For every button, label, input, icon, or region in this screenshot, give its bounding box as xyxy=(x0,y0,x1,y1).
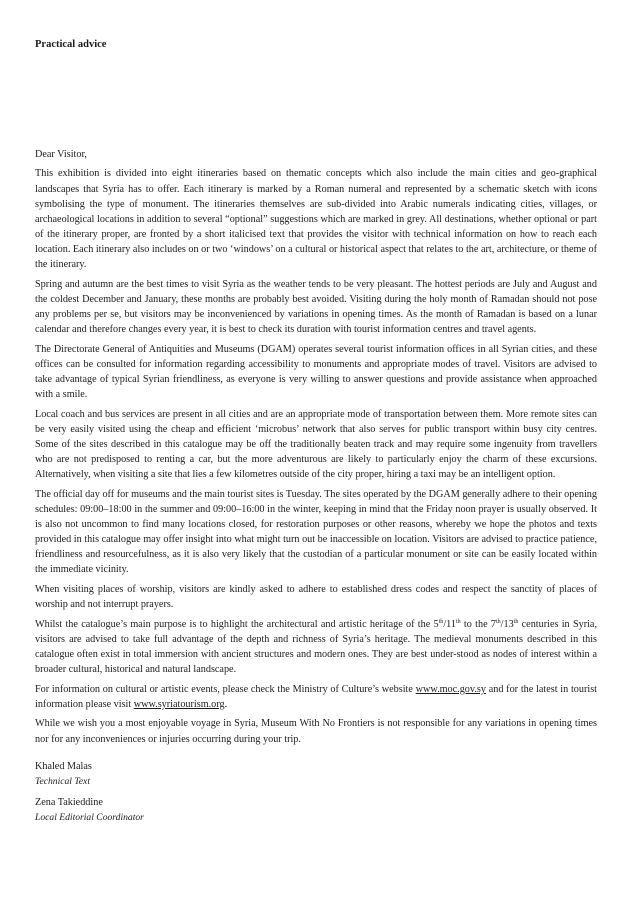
signature-role: Technical Text xyxy=(35,775,90,787)
ministry-website-link[interactable]: www.moc.gov.sy xyxy=(415,683,486,695)
paragraph-disclaimer: While we wish you a most enjoyable voyage in Syria, Museum With No Frontiers is not responsible for any variations in opening times nor for any inconveniences or injuries occurring during your trip. xyxy=(35,718,597,745)
paragraph-opening-hours: The official day off for museums and the main tourist sites is Tuesday. The sites operated by the DGAM generally adhere to their opening schedules: 09:00–18:00 in the summer and 09:00–16:00 in the winter, keeping in mind that the Friday noon prayer is usually observed. It is also not uncommon to find many locations closed, for restoration purposes or other reasons, whereby we hope the photos and texts provided in this catalogue may offer insight into what might turn out be inaccessible on location. Visitors are advised to practice patience, friendliness and resourcefulness, as it is also very likely that the custodian of a particular monument or site can be easily located within the immediate vicinity. xyxy=(35,488,597,576)
information-text-3: . xyxy=(224,698,228,710)
paragraph-seasons: Spring and autumn are the best times to visit Syria as the weather tends to be very pleasant. The hottest periods are July and August and the coldest December and January, these months are probably best avoided. Visiting during the holy month of Ramadan should not pose any problems per se, but visitors may be inconvenienced by variations in opening times. As the month of Ramadan is based on a lunar calendar and therefore changes every year, it is best to check its duration with tourist information centres and travel agents. xyxy=(35,278,597,336)
paragraph-itineraries: This exhibition is divided into eight itineraries based on thematic concepts which also include the main cities and geo-graphical landscapes that Syria has to offer. Each itinerary is marked by a Roman numeral and represented by a schematic sketch with icons symbolising the type of monument. The itineraries themselves are sub-divided into Arabic numerals indicating cities, villages, or archaeological locations in addition to several “optional” suggestions which are marked in grey. All destinations, whether optional or part of the itinerary proper, are fronted by a short italicised text that provides the visitor with technical information on how to reach each location. Each itinerary also includes on or two ‘windows’ on a cultural or historical aspect that relates to the art, architecture, or theme of the itinerary. xyxy=(35,168,597,271)
signature-role: Local Editorial Coordinator xyxy=(35,811,144,823)
signature-name: Khaled Malas xyxy=(35,760,92,772)
paragraph-information xyxy=(35,682,597,712)
letter-body xyxy=(35,147,597,825)
signature-block xyxy=(35,759,597,789)
heritage-text-2: /11 xyxy=(443,618,456,630)
paragraph-worship: When visiting places of worship, visitors are kindly asked to adhere to established dress codes and respect the sanctity of places of worship and not interrupt prayers. xyxy=(35,583,597,610)
ordinal-suffix: th xyxy=(513,618,519,625)
heritage-text-5: centuries in Syria, visitors are advised to take full advantage of the depth and richness of Syria’s heritage. The medieval monuments described in this catalogue often exist in total immersion with ancient structures and modern ones. They are best under-stood as nodes of interest within a broader cultural, historical and natural landscape. xyxy=(35,618,597,675)
heritage-text-1: Whilst the catalogue’s main purpose is to highlight the architectural and artistic heritage of the 5 xyxy=(35,618,439,630)
paragraph-dgam: The Directorate General of Antiquities and Museums (DGAM) operates several tourist information offices in all Syrian cities, and these offices can be consulted for information regarding accessibility to monuments and appropriate modes of travel. Visitors are advised to take advantage of typical Syrian friendliness, as everyone is very willing to answer questions and provide assistance when approached with a smile. xyxy=(35,343,597,400)
page-heading: Practical advice xyxy=(35,39,107,50)
signature-block xyxy=(35,795,597,825)
ordinal-suffix: th xyxy=(438,618,444,625)
paragraph-transport: Local coach and bus services are present in all cities and are an appropriate mode of transportation between them. More remote sites can be very easily visited using the cheap and efficient ‘microbus’ network that also serves for public transport within busy city centres. Some of the sites described in this catalogue may be off the traditionally beaten track and may require some ingenuity from travellers who are not predisposed to renting a car, but the more adventurous are likely to particularly enjoy the charm of these excursions. Alternatively, when visiting a site that lies a few kilometres outside of the city proper, hiring a taxi may be an intelligent option. xyxy=(35,408,597,481)
ordinal-suffix: th xyxy=(455,618,461,625)
information-text-1: For information on cultural or artistic events, please check the Ministry of Culture’s website xyxy=(35,683,416,695)
paragraph-heritage xyxy=(35,617,597,677)
heritage-text-3: to the 7 xyxy=(460,618,496,630)
heritage-text-4: /13 xyxy=(500,618,514,630)
information-text-2: and for the latest in tourist information please visit xyxy=(35,683,597,710)
ordinal-suffix: th xyxy=(495,618,501,625)
signature-name: Zena Takieddine xyxy=(35,796,103,808)
tourism-website-link[interactable]: www.syriatourism.org xyxy=(133,698,225,710)
greeting: Dear Visitor, xyxy=(35,149,87,160)
